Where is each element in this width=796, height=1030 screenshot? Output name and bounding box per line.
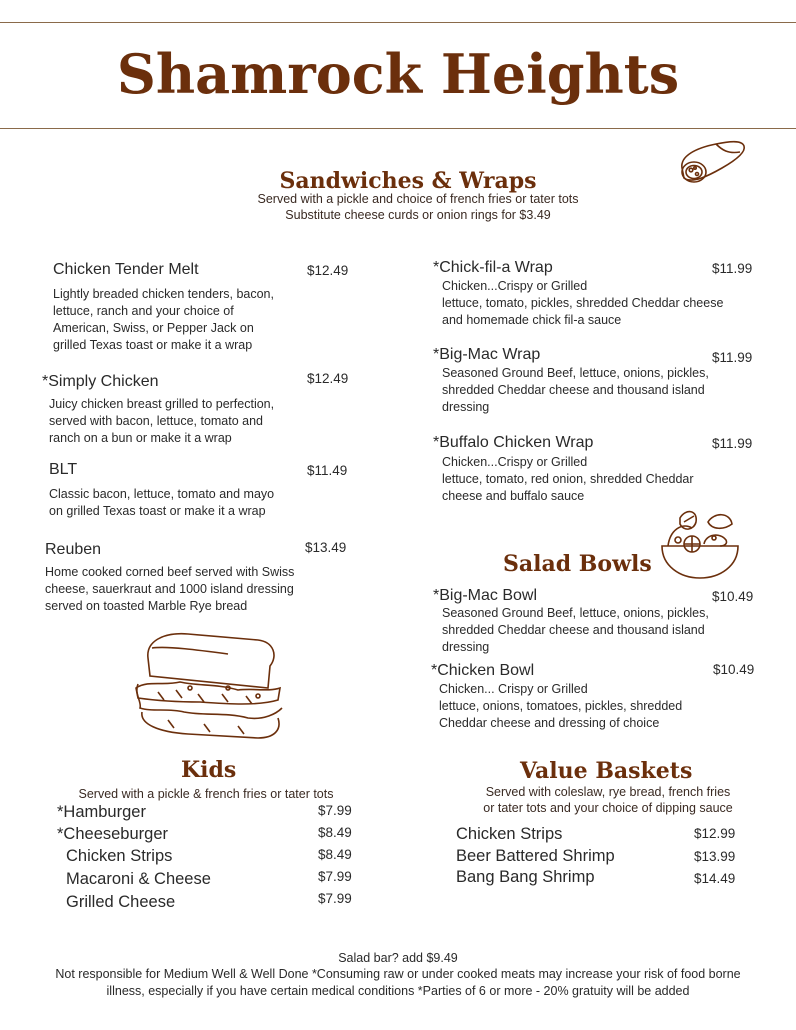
menu-item-price: $11.99 xyxy=(712,350,753,365)
kids-item-name: *Hamburger xyxy=(57,803,146,821)
menu-item-desc: Home cooked corned beef served with Swiss cheese, sauerkraut and 1000 island dressing served on toasted Marble Rye bread xyxy=(45,565,295,613)
menu-item-price: $11.49 xyxy=(307,463,348,478)
kids-item-name: *Cheeseburger xyxy=(57,825,168,843)
menu-item-name: *Chick-fil-a Wrap xyxy=(433,259,553,276)
menu-item-desc: Chicken...Crispy or Grilled lettuce, tomato, red onion, shredded Cheddar cheese and buffalo sauce xyxy=(442,455,694,503)
menu-item-name: *Simply Chicken xyxy=(42,373,159,390)
value-sub-2: or tater tots and your choice of dipping sauce xyxy=(483,801,733,815)
kids-item-price: $7.99 xyxy=(318,891,352,906)
menu-item-price: $12.49 xyxy=(307,263,349,278)
value-heading: Value Baskets xyxy=(520,758,693,784)
sandwiches-sub-2: Substitute cheese curds or onion rings for $3.49 xyxy=(285,208,551,222)
menu-item-price: $13.49 xyxy=(305,540,347,555)
kids-item-price: $7.99 xyxy=(318,803,352,818)
header-rule xyxy=(0,128,796,129)
top-rule xyxy=(0,22,796,23)
footer-salad-bar: Salad bar? add $9.49 xyxy=(338,951,458,965)
kids-sub: Served with a pickle & french fries or tater tots xyxy=(78,787,334,801)
footer-disclaimer-2: illness, especially if you have certain medical conditions *Parties of 6 or more - 20% gratuity will be added xyxy=(106,984,690,998)
kids-item-price: $8.49 xyxy=(318,825,352,840)
menu-item-desc: Seasoned Ground Beef, lettuce, onions, pickles, shredded Cheddar cheese and thousand island dressing xyxy=(442,366,709,414)
menu-item-price: $10.49 xyxy=(713,662,755,677)
menu-item-desc: Seasoned Ground Beef, lettuce, onions, pickles, shredded Cheddar cheese and thousand island dressing xyxy=(442,606,709,654)
value-sub-1: Served with coleslaw, rye bread, french fries xyxy=(485,785,731,799)
menu-item-desc: Lightly breaded chicken tenders, bacon, lettuce, ranch and your choice of American, Swiss, or Pepper Jack on grilled Texas toast or make it a wrap xyxy=(53,287,274,352)
menu-item-price: $11.99 xyxy=(712,261,753,276)
kids-item-name: Grilled Cheese xyxy=(66,893,176,911)
menu-item-desc: Chicken...Crispy or Grilled lettuce, tomato, pickles, shredded Cheddar cheese and homemade chick fil-a sauce xyxy=(442,279,724,327)
kids-item-name: Chicken Strips xyxy=(66,847,173,865)
menu-item-price: $10.49 xyxy=(712,589,754,604)
menu-item-price: $12.49 xyxy=(307,371,349,386)
menu-item-name: *Chicken Bowl xyxy=(431,662,535,679)
menu-item-name: Reuben xyxy=(45,541,102,558)
menu-item-name: *Buffalo Chicken Wrap xyxy=(433,434,594,451)
value-item-price: $14.49 xyxy=(694,871,736,886)
kids-item-price: $8.49 xyxy=(318,847,352,862)
value-item-name: Beer Battered Shrimp xyxy=(456,847,615,865)
menu-item-name: BLT xyxy=(49,461,78,478)
salad-bowl-icon xyxy=(658,500,742,584)
kids-item-name: Macaroni & Cheese xyxy=(66,870,211,888)
value-item-price: $12.99 xyxy=(694,826,736,841)
value-item-name: Chicken Strips xyxy=(456,825,563,843)
value-item-name: Bang Bang Shrimp xyxy=(456,868,595,886)
sandwiches-heading: Sandwiches & Wraps xyxy=(279,168,537,194)
menu-item-desc: Chicken... Crispy or Grilled lettuce, onions, tomatoes, pickles, shredded Cheddar cheese and dressing of choice xyxy=(439,682,683,730)
menu-item-name: *Big-Mac Bowl xyxy=(433,587,538,604)
menu-item-price: $11.99 xyxy=(712,436,753,451)
value-item-price: $13.99 xyxy=(694,849,736,864)
menu-item-name: *Big-Mac Wrap xyxy=(433,346,541,363)
menu-item-desc: Classic bacon, lettuce, tomato and mayo on grilled Texas toast or make it a wrap xyxy=(49,487,275,518)
salad-heading: Salad Bowls xyxy=(503,551,652,577)
sandwiches-sub-1: Served with a pickle and choice of french fries or tater tots xyxy=(257,192,579,206)
footer-disclaimer: Not responsible for Medium Well & Well Done *Consuming raw or under cooked meats may increase your risk of food borne xyxy=(55,967,741,981)
menu-item-name: Chicken Tender Melt xyxy=(53,261,199,278)
restaurant-title: Shamrock Heights xyxy=(116,42,680,106)
kids-heading: Kids xyxy=(181,757,237,783)
kids-item-price: $7.99 xyxy=(318,869,352,884)
sandwich-icon xyxy=(128,628,288,744)
menu-item-desc: Juicy chicken breast grilled to perfection, served with bacon, lettuce, tomato and ranch on a bun or make it a wrap xyxy=(49,397,275,445)
